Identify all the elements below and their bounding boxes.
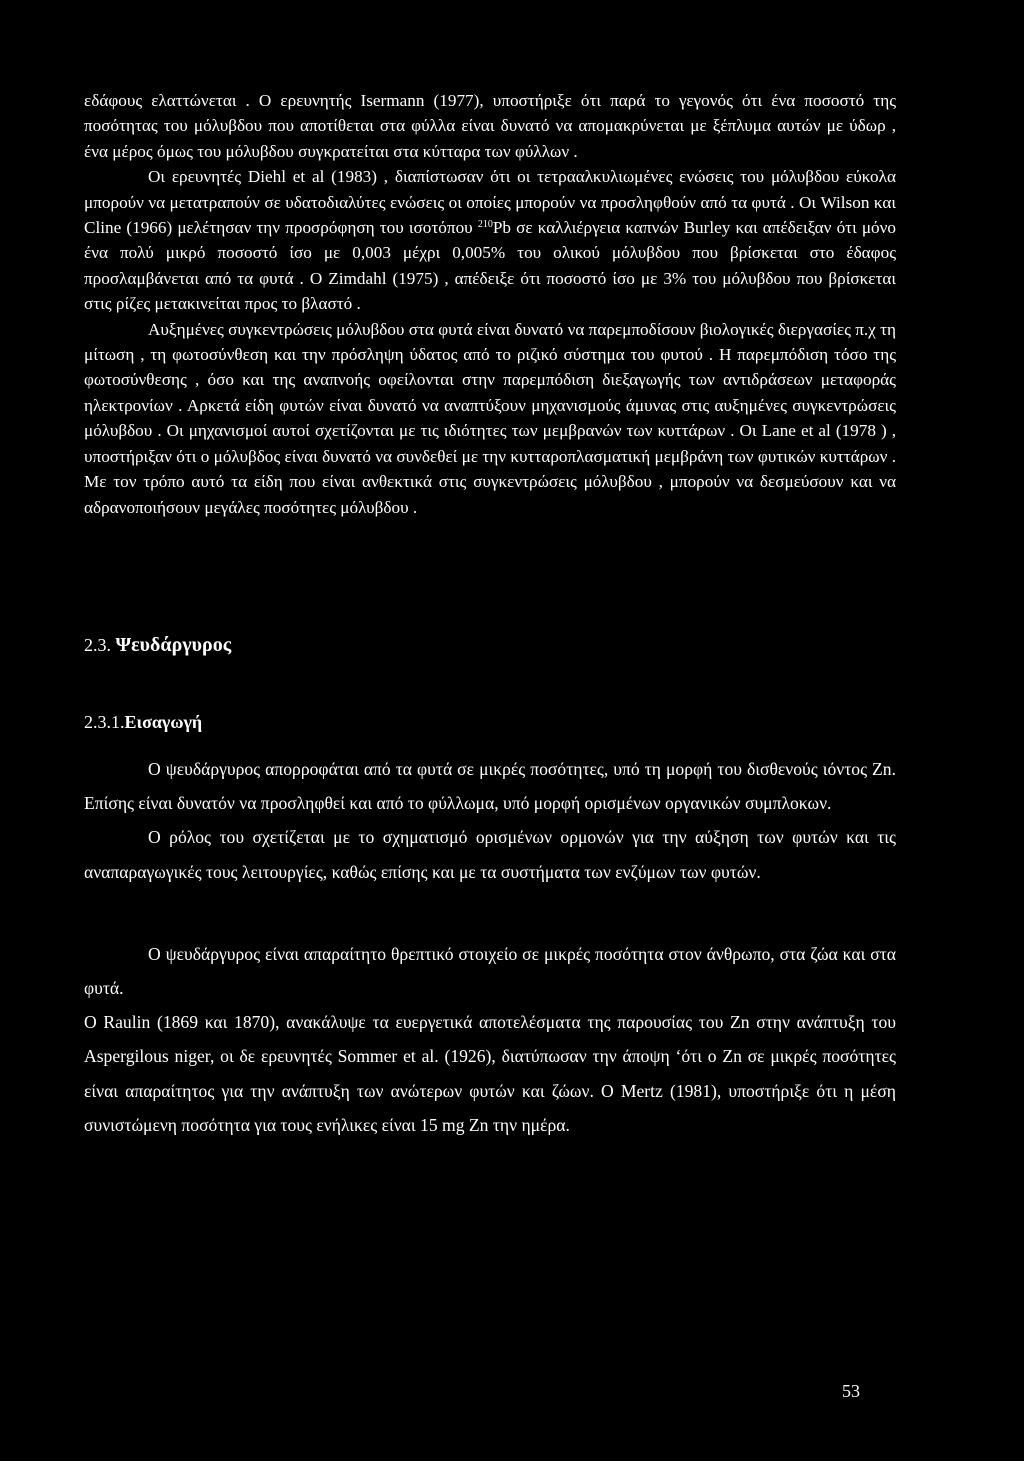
isotope-superscript: 210 <box>477 219 493 231</box>
section-title: Ψευδάργυρος <box>115 634 232 656</box>
subsection-number: 2.3.1. <box>84 712 125 732</box>
upper-text-block <box>84 88 896 520</box>
subsection-title: Εισαγωγή <box>124 712 203 732</box>
page-number: 53 <box>842 1381 860 1401</box>
paragraph-diehl-wilson <box>84 164 896 316</box>
paragraph-zinc-role: Ο ρόλος του σχετίζεται με το σχηματισμό ορισμένων ορμονών για την αύξηση των φυτών και τις αναπαραγωγικές τους λειτουργίες, καθώς επίσης και με τα συστήματα των ενζύμων των φυτών. <box>84 827 896 882</box>
paragraph-zinc-history: Ο Raulin (1869 και 1870), ανακάλυψε τα ευεργετικά αποτελέσματα της παρουσίας του Zn στην ανάπτυξη του Aspergilous niger, οι δε ερευνητές Sommer et al. (1926), διατύπωσαν την άποψη ‘ότι ο Zn σε μικρές ποσότητες είναι απαραίτητος για την ανάπτυξη των ανώτερων φυτών και ζώων. Ο Mertz (1981), υποστήριξε ότι η μέση συνιστώμενη ποσότητα για τους ενήλικες είναι 15 mg Zn την ημέρα. <box>84 1012 896 1135</box>
paragraph-zinc-absorption: Ο ψευδάργυρος απορροφάται από τα φυτά σε μικρές ποσότητες, υπό τη μορφή του δισθενούς ιόντος Zn. Επίσης είναι δυνατόν να προσληφθεί και από το φύλλωμα, υπό μορφή ορισμένων οργανικών συμπλοκων. <box>84 759 896 814</box>
paragraph-spacer <box>84 889 896 937</box>
paragraph-diehl-wilson-part1: Οι ερευνητές Diehl et al (1983) , διαπίστωσαν ότι οι τετρααλκυλιωμένες ενώσεις του μόλυβδου εύκολα μπορούν να μετατραπούν σε υδατοδιαλύτες ενώσεις οι οποίες μπορούν να προσληφθούν από τα φυτά . Οι Wilson και Cline (1966) μελέτησαν την προσρόφηση του ισοτόπου <box>84 167 896 238</box>
lower-text-block <box>84 752 896 1142</box>
paragraph-lead-effects: Αυξημένες συγκεντρώσεις μόλυβδου στα φυτά είναι δυνατό να παρεμποδίσουν βιολογικές διεργασίες π.χ τη μίτωση , τη φωτοσύνθεση και την πρόσληψη ύδατος από το ριζικό σύστημα του φυτού . Η παρεμπόδιση τόσο της φωτοσύνθεσης , όσο και της αναπνοής οφείλονται στην παρεμπόδιση διεξαγωγής των αντιδράσεων μεταφοράς ηλεκτρονίων . Αρκετά είδη φυτών είναι δυνατό να αναπτύξουν μηχανισμούς άμυνας στις αυξημένες συγκεντρώσεις μόλυβδου . Οι μηχανισμοί αυτοί σχετίζονται με τις ιδιότητες των μεμβρανών των κυττάρων . Οι Lane et al (1978 ) , υποστήριξαν ότι ο μόλυβδος είναι δυνατό να συνδεθεί με την κυτταροπλασματική μεμβράνη των φυτικών κυττάρων . Με τον τρόπο αυτό τα είδη που είναι ανθεκτικά στις συγκεντρώσεις μόλυβδου , μπορούν να δεσμεύσουν και να αδρανοποιήσουν μεγάλες ποσότητες μόλυβδου . <box>84 319 896 517</box>
section-number: 2.3. <box>84 635 111 655</box>
paragraph-diehl-wilson-part2: Pb σε καλλιέργεια καπνών Burley και απέδειξαν ότι μόνο ένα πολύ μικρό ποσοστό ίσο με 0,003 μέχρι 0,005% του ολικού μόλυβδου που βρίσκεται στο έδαφος προσλαμβάνεται από τα φυτά . Ο Zimdahl (1975) , απέδειξε ότι ποσοστό ίσο με 3% του μόλυβδου που βρίσκεται στις ρίζες μετακινείται προς το βλαστό . <box>84 218 896 314</box>
paragraph-lead-absorption: εδάφους ελαττώνεται . Ο ερευνητής Isermann (1977), υποστήριξε ότι παρά το γεγονός ότι ένα ποσοστό της ποσότητας του μόλυβδου που αποτίθεται στα φύλλα είναι δυνατό να απομακρύνεται με ξέπλυμα αυτών με ύδωρ , ένα μέρος όμως του μόλυβδου συγκρατείται στα κύτταρα των φύλλων . <box>84 91 896 161</box>
subsection-heading <box>84 712 202 733</box>
section-heading <box>84 634 231 657</box>
paragraph-zinc-essential: Ο ψευδάργυρος είναι απαραίτητο θρεπτικό στοιχείο σε μικρές ποσότητα στον άνθρωπο, στα ζώα και στα φυτά. <box>84 943 896 999</box>
